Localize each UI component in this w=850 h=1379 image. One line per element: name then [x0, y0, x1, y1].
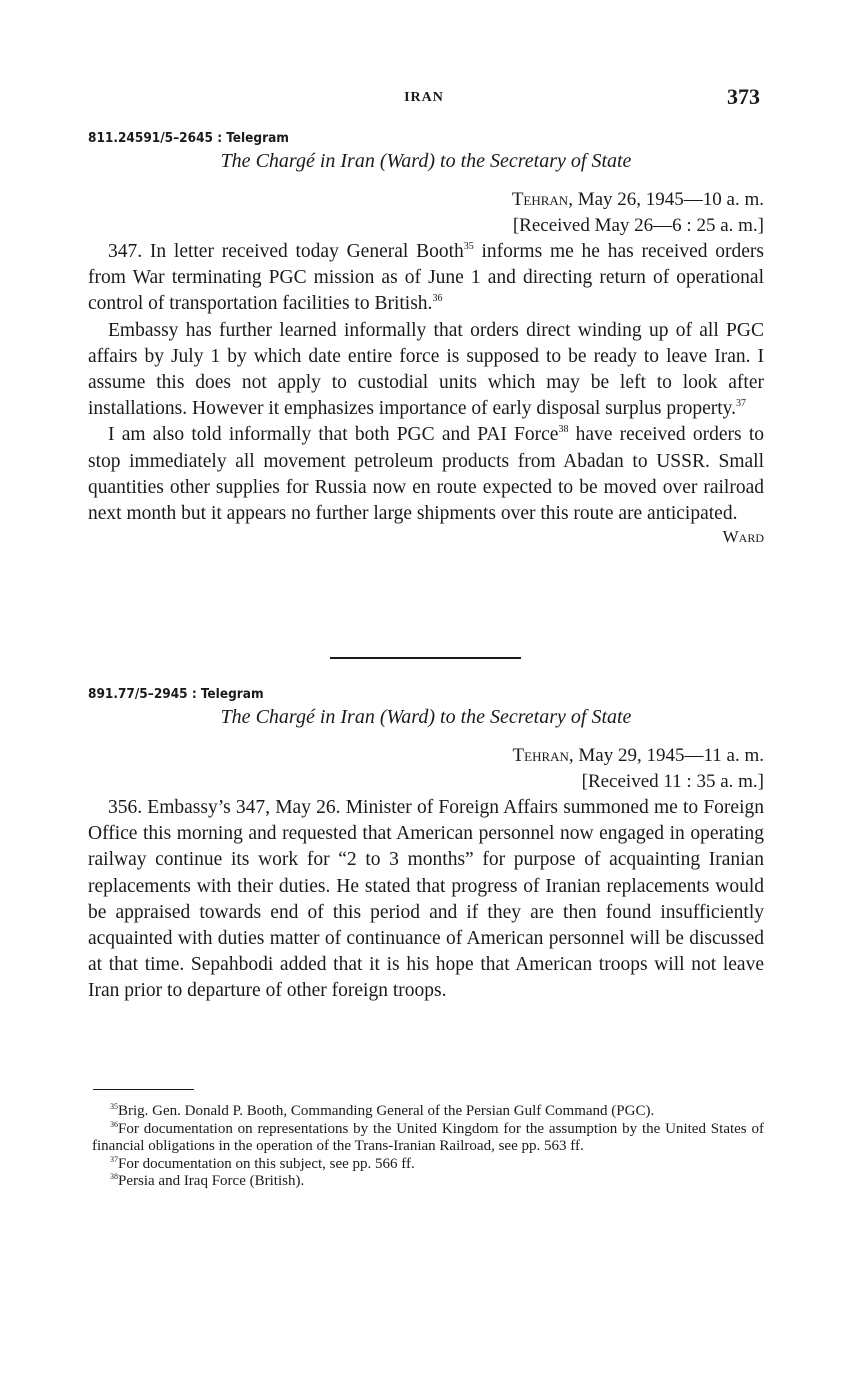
footnote-text: For documentation on representations by the United Kingdom for the assumption by the United States of financial obligations in the operation of the Trans-Iranian Railroad, see pp. 563 ff. [92, 1120, 764, 1154]
received-line: [Received May 26—6 : 25 a. m.] [512, 215, 764, 236]
dateline [88, 187, 764, 213]
paragraph [88, 239, 764, 318]
running-title: IRAN [404, 90, 444, 105]
footnote-ref: 37 [736, 398, 747, 410]
telegram-1 [88, 130, 764, 547]
dateline-date: May 26, 1945—10 a. m. [572, 189, 764, 210]
footnote-ref: 36 [432, 293, 443, 305]
paragraph-text: Embassy has further learned informally that orders direct winding up of all PGC affairs by July 1 by which date entire force is supposed to be ready to leave Iran. I assume this does not apply to custodial units which may be left to look after installations. However it emphasizes importance of early disposal surplus property. [88, 319, 764, 420]
dateline-date: May 29, 1945—11 a. m. [573, 745, 764, 766]
footnote-ref: 38 [558, 424, 569, 436]
file-reference: 811.24591/5–2645 : Telegram [88, 130, 289, 146]
paragraph-text: 347. In letter received today General Booth [108, 241, 464, 262]
footnote-ref: 35 [463, 241, 474, 252]
footnote-number: 36 [110, 1119, 118, 1129]
paragraph [88, 318, 764, 423]
running-head [88, 84, 760, 114]
signature: Ward [722, 527, 764, 547]
document-title: The Chargé in Iran (Ward) to the Secretary of State [220, 150, 632, 172]
footnotes [92, 1103, 764, 1191]
page-number: 373 [727, 84, 760, 109]
footnote-number: 35 [110, 1102, 118, 1111]
paragraph-text: I am also told informally that both PGC and PAI Force [108, 424, 559, 446]
dateline [88, 743, 764, 769]
document-title: The Chargé in Iran (Ward) to the Secretary of State [220, 706, 632, 728]
paragraph [88, 422, 764, 527]
footnote-number: 37 [110, 1154, 118, 1164]
received-line: [Received 11 : 35 a. m.] [581, 771, 764, 792]
paragraph-text: informs me he has received orders from War terminating PGC mission as of June 1 and directing return of operational control of transportation facilities to British. [88, 241, 764, 315]
footnote-number: 38 [110, 1172, 118, 1181]
footnote-divider [93, 1089, 194, 1090]
footnote [92, 1173, 764, 1191]
paragraph: 356. Embassy’s 347, May 26. Minister of Foreign Affairs summoned me to Foreign Office this morning and requested that American personnel now engaged in operating railway continue its work for “2 to 3 months” for purpose of acquainting Iranian replacements with their duties. He stated that progress of Iranian replacements would be appraised towards end of this period and if they are then found insufficiently acquainted with duties matter of continuance of American personnel will be discussed at that time. Sepahbodi added that it is his hope that American troops will not leave Iran prior to departure of other foreign troops. [88, 797, 764, 1002]
footnote-text: For documentation on this subject, see pp. 566 ff. [118, 1155, 415, 1172]
paragraph-text: have received orders to stop immediately all movement petroleum products from Abadan to USSR. Small quantities other supplies for Russia now en route expected to be moved over railroad next month but it appears no further large shipments over this route are anticipated. [88, 424, 764, 525]
dateline-city: Tehran, [511, 189, 573, 210]
dateline-city: Tehran, [512, 745, 574, 766]
section-divider [330, 657, 521, 659]
footnote [92, 1121, 764, 1156]
telegram-2 [88, 686, 764, 1005]
file-reference: 891.77/5–2945 : Telegram [88, 686, 264, 702]
footnote [92, 1103, 764, 1121]
footnote-text: Brig. Gen. Donald P. Booth, Commanding General of the Persian Gulf Command (PGC). [118, 1103, 655, 1119]
footnote [92, 1156, 764, 1174]
footnote-text: Persia and Iraq Force (British). [118, 1173, 305, 1189]
